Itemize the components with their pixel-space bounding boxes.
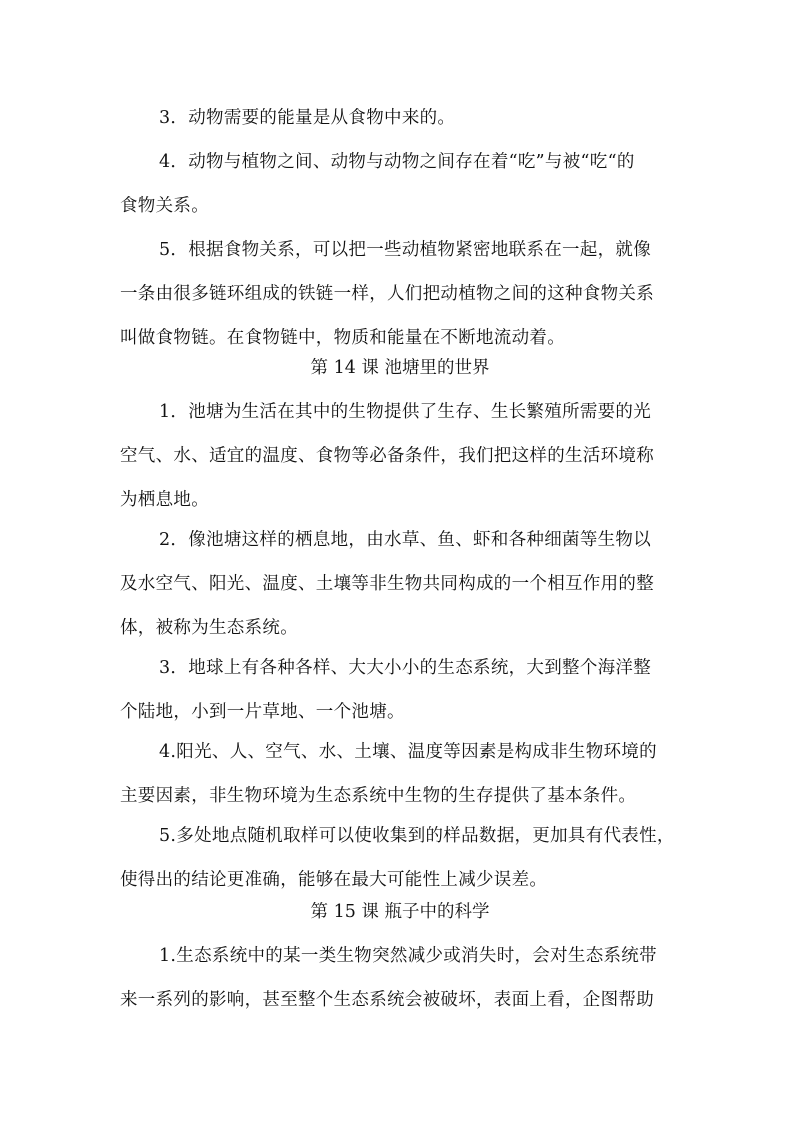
- paragraph-line: 4.阳光、人、空气、水、土壤、温度等因素是构成非生物环境的: [159, 742, 657, 762]
- paragraph-line: 食物关系。: [120, 196, 209, 216]
- paragraph-line: 叫做食物链。在食物链中，物质和能量在不断地流动着。: [120, 328, 565, 348]
- lesson15-paragraph-1: [120, 934, 680, 1022]
- paragraph-line: 主要因素，非生物环境为生态系统中生物的生存提供了基本条件。: [120, 786, 637, 806]
- paragraph-line: 1.生态系统中的某一类生物突然减少或消失时，会对生态系统带: [159, 946, 657, 966]
- paragraph-line: 空气、水、适宜的温度、食物等必备条件，我们把这样的生活环境称: [120, 446, 654, 466]
- lesson14-paragraph-1: [120, 390, 680, 522]
- paragraph-line: 体，被称为生态系统。: [120, 618, 298, 638]
- paragraph-line: 个陆地，小到一片草地、一个池塘。: [120, 702, 405, 722]
- paragraph-line: 一条由很多链环组成的铁链一样，人们把动植物之间的这种食物关系: [120, 284, 654, 304]
- paragraph-line: 1．池塘为生活在其中的生物提供了生存、生长繁殖所需要的光: [159, 402, 652, 422]
- lesson14-paragraph-4: [120, 730, 680, 818]
- paragraph-line: 3．动物需要的能量是从食物中来的。: [159, 108, 456, 128]
- paragraph-line: 4．动物与植物之间、动物与动物之间存在着“吃”与被“吃“的: [159, 152, 635, 172]
- lesson-14-title: 第 14 课 池塘里的世界: [310, 358, 490, 378]
- lesson14-paragraph-3: [120, 646, 680, 734]
- lesson-15-title: 第 15 课 瓶子中的科学: [310, 902, 490, 922]
- paragraph-line: 使得出的结论更准确，能够在最大可能性上减少误差。: [120, 870, 548, 890]
- lesson14-paragraph-5: [120, 814, 680, 902]
- paragraph-line: 5.多处地点随机取样可以使收集到的样品数据，更加具有代表性，: [159, 826, 675, 846]
- paragraph-4-food-relation: [120, 140, 680, 228]
- paragraph-line: 3．地球上有各种各样、大大小小的生态系统，大到整个海洋整: [159, 658, 652, 678]
- lesson14-paragraph-2: [120, 518, 680, 650]
- paragraph-line: 来一系列的影响，甚至整个生态系统会被破坏，表面上看，企图帮助: [120, 990, 654, 1010]
- paragraph-line: 为栖息地。: [120, 490, 209, 510]
- paragraph-line: 2．像池塘这样的栖息地，由水草、鱼、虾和各种细菌等生物以: [159, 530, 652, 550]
- paragraph-line: 5．根据食物关系，可以把一些动植物紧密地联系在一起，就像: [159, 240, 652, 260]
- paragraph-3-energy: [120, 96, 680, 140]
- paragraph-line: 及水空气、阳光、温度、土壤等非生物共同构成的一个相互作用的整: [120, 574, 654, 594]
- paragraph-5-food-chain: [120, 228, 680, 360]
